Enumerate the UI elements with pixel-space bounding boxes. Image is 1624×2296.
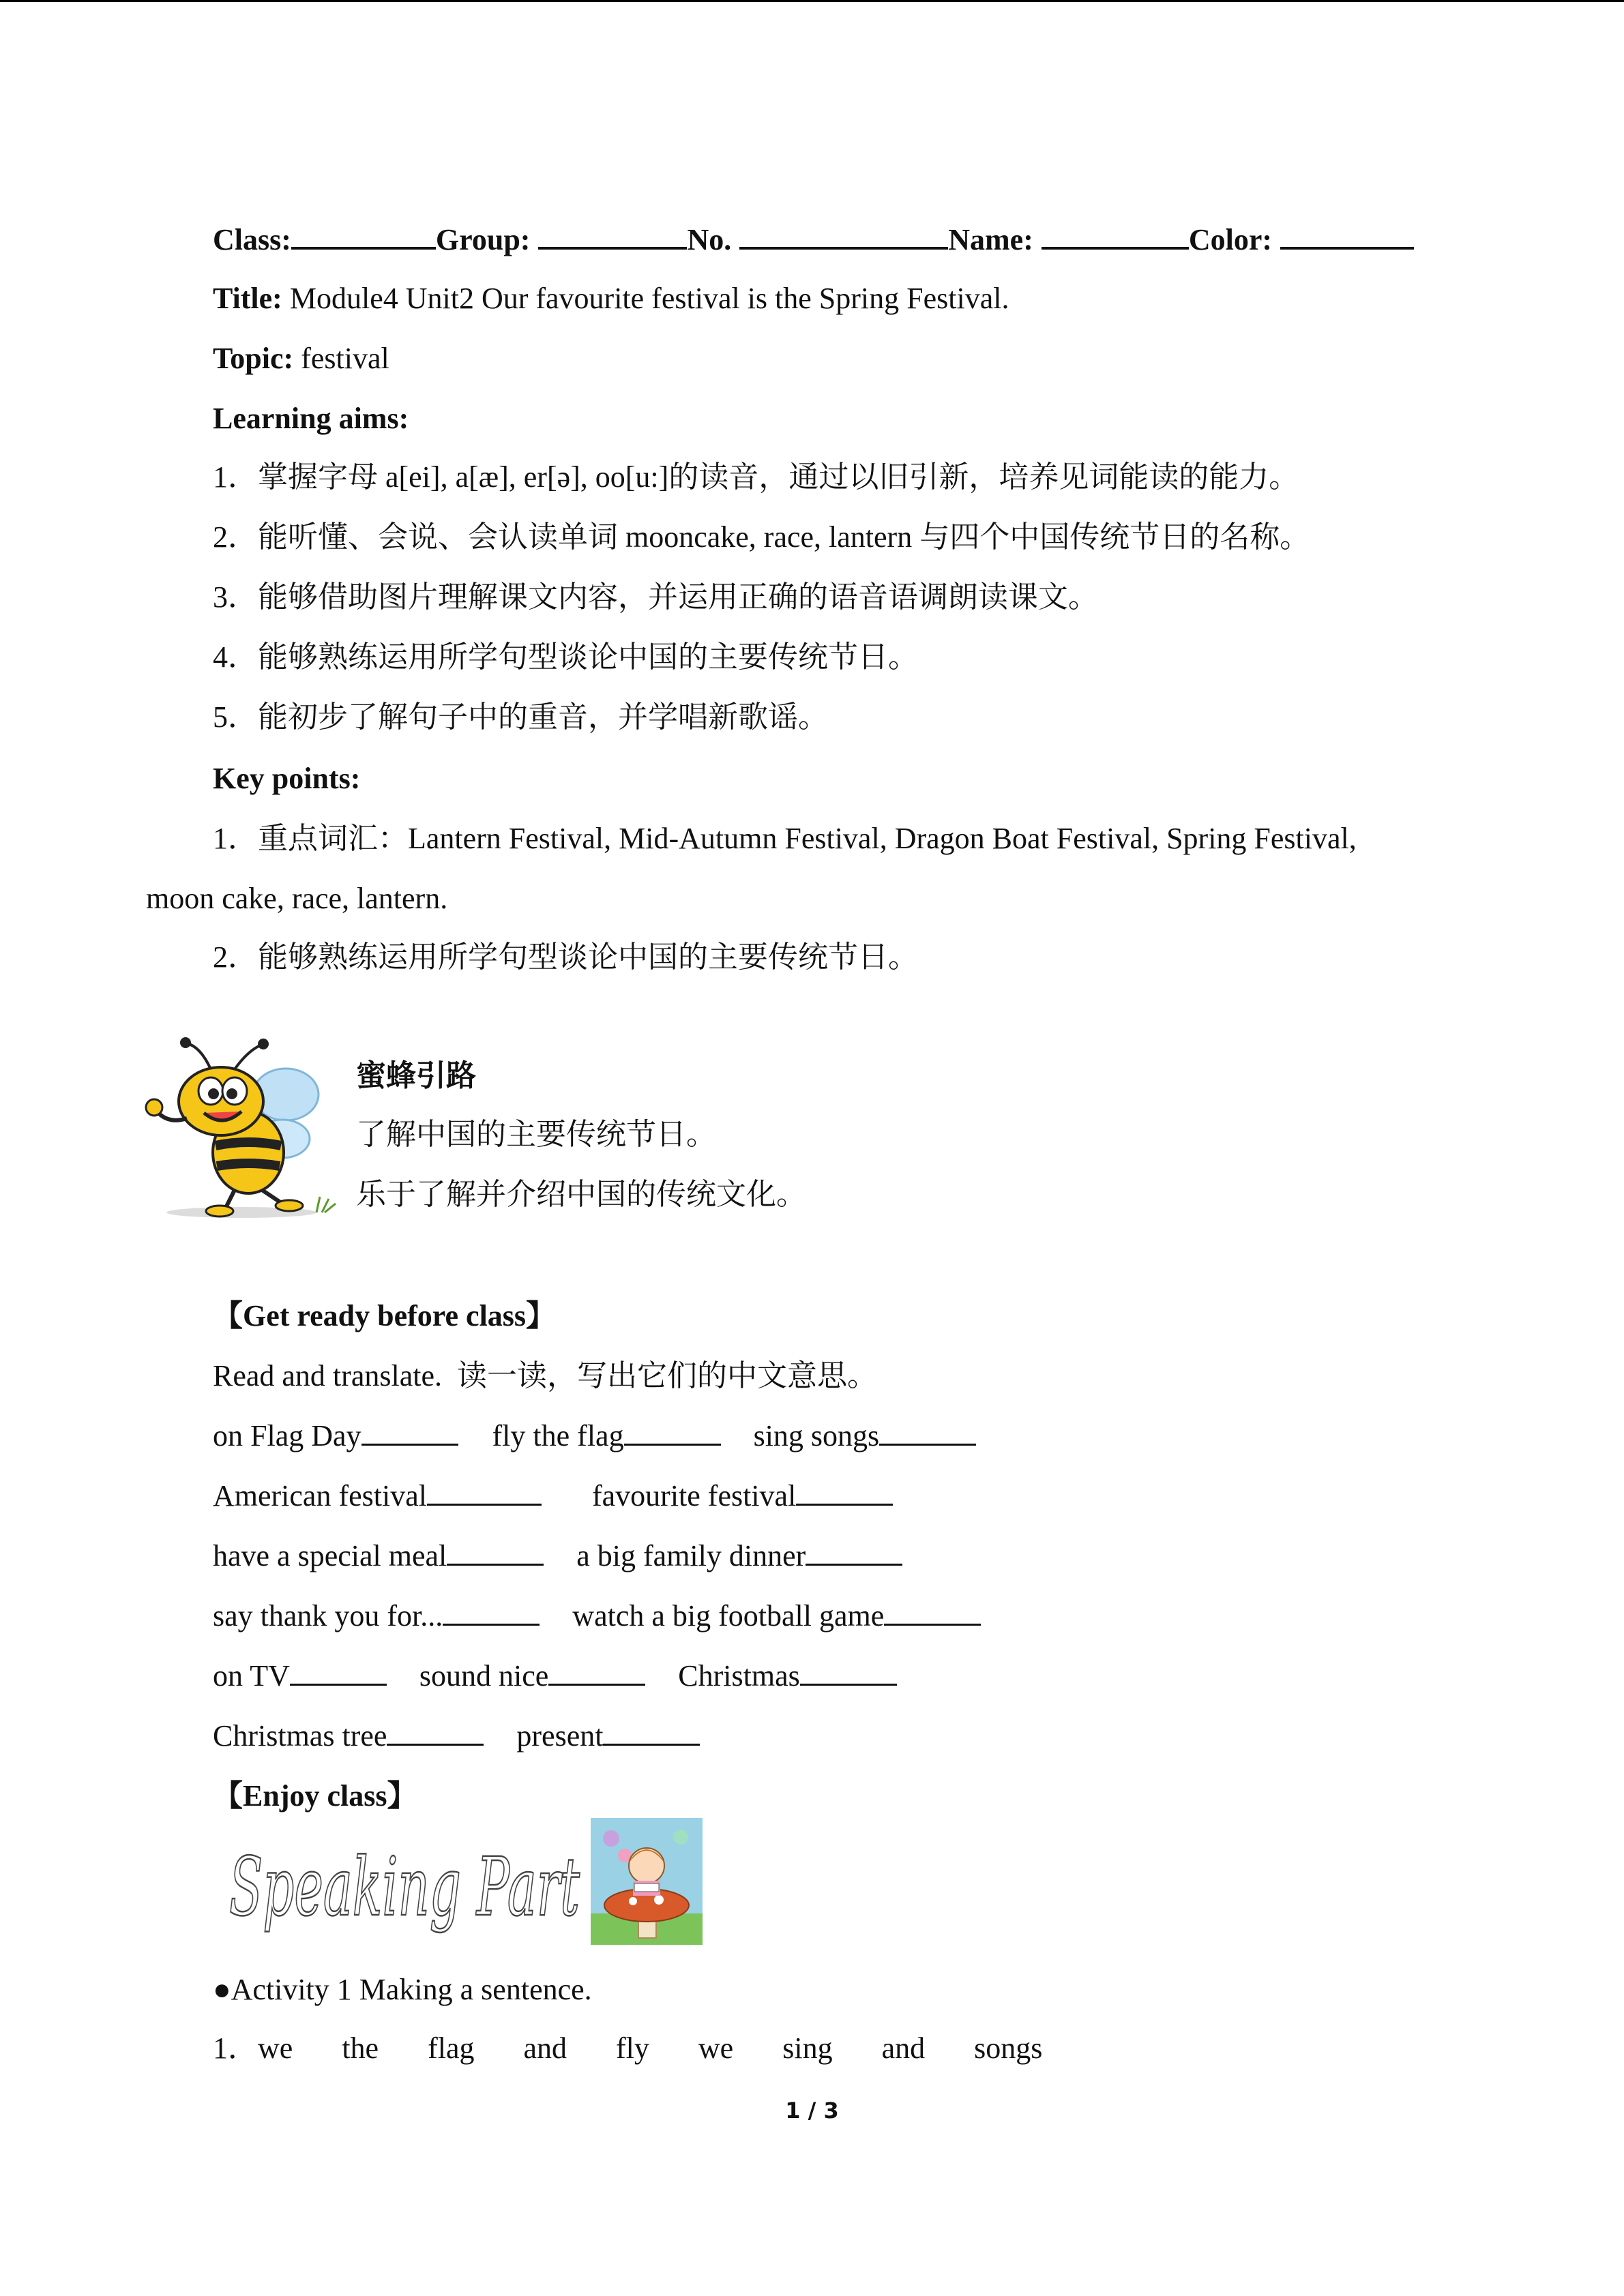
scrambled-word: and bbox=[881, 2031, 926, 2065]
topic-line bbox=[213, 338, 389, 379]
answer-blank[interactable] bbox=[796, 1476, 893, 1506]
answer-blank[interactable] bbox=[361, 1416, 458, 1446]
scrambled-word: we bbox=[258, 2031, 293, 2065]
page-top-border bbox=[0, 0, 1624, 2]
sentence-number: 1． bbox=[213, 2031, 258, 2065]
learning-aim-3: 3．能够借助图片理解课文内容，并运用正确的语音语调朗读课文。 bbox=[213, 580, 1098, 614]
learning-aim-5: 5．能初步了解句子中的重音，并学唱新歌谣。 bbox=[213, 700, 828, 734]
scrambled-word: the bbox=[342, 2031, 379, 2065]
vocab-item: on TV bbox=[213, 1659, 290, 1693]
vocab-item: on Flag Day bbox=[213, 1419, 361, 1452]
vocab-item: fly the flag bbox=[492, 1419, 624, 1452]
answer-blank[interactable] bbox=[806, 1536, 902, 1566]
vocab-item: watch a big football game bbox=[572, 1599, 885, 1632]
page-number: 1 / 3 bbox=[785, 2098, 839, 2123]
bee-icon bbox=[146, 1037, 344, 1221]
name-label: Name: bbox=[948, 223, 1033, 256]
learning-aim-4: 4．能够熟练运用所学句型谈论中国的主要传统节日。 bbox=[213, 640, 918, 674]
header-fields bbox=[213, 218, 1414, 259]
name-blank[interactable] bbox=[1042, 218, 1189, 250]
title-text: Module4 Unit2 Our favourite festival is the Spring Festival. bbox=[282, 282, 1009, 315]
speaking-part-banner bbox=[225, 1828, 587, 1943]
answer-blank[interactable] bbox=[603, 1716, 700, 1746]
bee-guide-title: 蜜蜂引路 bbox=[356, 1059, 476, 1092]
topic-label: Topic: bbox=[213, 342, 294, 375]
no-label: No. bbox=[687, 223, 732, 256]
vocab-row bbox=[213, 1596, 981, 1637]
answer-blank[interactable] bbox=[427, 1476, 542, 1506]
class-label: Class: bbox=[213, 223, 291, 256]
answer-blank[interactable] bbox=[800, 1656, 897, 1686]
answer-blank[interactable] bbox=[387, 1716, 484, 1746]
vocab-item: Christmas tree bbox=[213, 1719, 387, 1753]
answer-blank[interactable] bbox=[447, 1536, 544, 1566]
title-label: Title: bbox=[213, 282, 282, 315]
bee-guide-line-1: 了解中国的主要传统节日。 bbox=[356, 1118, 716, 1151]
vocab-row bbox=[213, 1416, 976, 1457]
vocab-item: say thank you for... bbox=[213, 1599, 443, 1632]
scrambled-word: songs bbox=[974, 2031, 1043, 2065]
vocab-item: present bbox=[516, 1719, 604, 1753]
vocab-row bbox=[213, 1656, 897, 1697]
speaking-part-text: Speaking Part bbox=[229, 1840, 580, 1934]
get-ready-instruction: Read and translate. 读一读，写出它们的中文意思。 bbox=[213, 1359, 877, 1392]
enjoy-class-heading: 【Enjoy class】 bbox=[213, 1779, 417, 1813]
activity-1-sentence bbox=[213, 2028, 1042, 2069]
answer-blank[interactable] bbox=[884, 1596, 981, 1626]
scrambled-word: fly bbox=[616, 2031, 649, 2065]
vocab-item: Christmas bbox=[678, 1659, 800, 1693]
vocab-item: sound nice bbox=[419, 1659, 549, 1693]
vocab-item: favourite festival bbox=[591, 1479, 797, 1512]
vocab-row bbox=[213, 1536, 902, 1577]
answer-blank[interactable] bbox=[548, 1656, 645, 1686]
answer-blank[interactable] bbox=[290, 1656, 387, 1686]
group-label: Group: bbox=[435, 223, 531, 256]
key-points-heading: Key points: bbox=[213, 762, 361, 795]
bee-guide-line-2: 乐于了解并介绍中国的传统文化。 bbox=[356, 1178, 806, 1211]
group-blank[interactable] bbox=[538, 218, 687, 250]
vocab-row bbox=[213, 1716, 700, 1757]
vocab-item: a big family dinner bbox=[576, 1539, 806, 1572]
vocab-item: have a special meal bbox=[213, 1539, 447, 1572]
topic-text: festival bbox=[293, 342, 389, 375]
scrambled-word: sing bbox=[782, 2031, 833, 2065]
answer-blank[interactable] bbox=[443, 1596, 540, 1626]
key-point-1-line-2: moon cake, race, lantern. bbox=[146, 882, 448, 915]
answer-blank[interactable] bbox=[879, 1416, 976, 1446]
no-blank[interactable] bbox=[739, 218, 948, 250]
key-point-1-line-1: 1．重点词汇：Lantern Festival, Mid-Autumn Festival, Dragon Boat Festival, Spring Festival, bbox=[213, 822, 1357, 855]
get-ready-heading: 【Get ready before class】 bbox=[213, 1299, 557, 1332]
learning-aim-1: 1．掌握字母 a[ei], a[æ], er[ə], oo[u:]的读音，通过以旧引新，培养见词能读的能力。 bbox=[213, 460, 1299, 494]
key-point-2: 2．能够熟练运用所学句型谈论中国的主要传统节日。 bbox=[213, 940, 918, 974]
title-line bbox=[213, 278, 1009, 319]
scrambled-word: we bbox=[698, 2031, 734, 2065]
class-blank[interactable] bbox=[291, 218, 436, 250]
scrambled-word: and bbox=[523, 2031, 567, 2065]
vocab-item: American festival bbox=[213, 1479, 427, 1512]
activity-1-title: ●Activity 1 Making a sentence. bbox=[213, 1973, 592, 2006]
answer-blank[interactable] bbox=[624, 1416, 721, 1446]
scrambled-word: flag bbox=[428, 2031, 475, 2065]
color-label: Color: bbox=[1188, 223, 1273, 256]
vocab-row bbox=[213, 1476, 893, 1517]
girl-reading-on-mushroom-icon bbox=[591, 1818, 703, 1945]
color-blank[interactable] bbox=[1280, 218, 1414, 250]
vocab-item: sing songs bbox=[753, 1419, 880, 1452]
learning-aim-2: 2．能听懂、会说、会认读单词 mooncake, race, lantern 与四个中国传统节日的名称。 bbox=[213, 520, 1310, 554]
learning-aims-heading: Learning aims: bbox=[213, 402, 409, 435]
